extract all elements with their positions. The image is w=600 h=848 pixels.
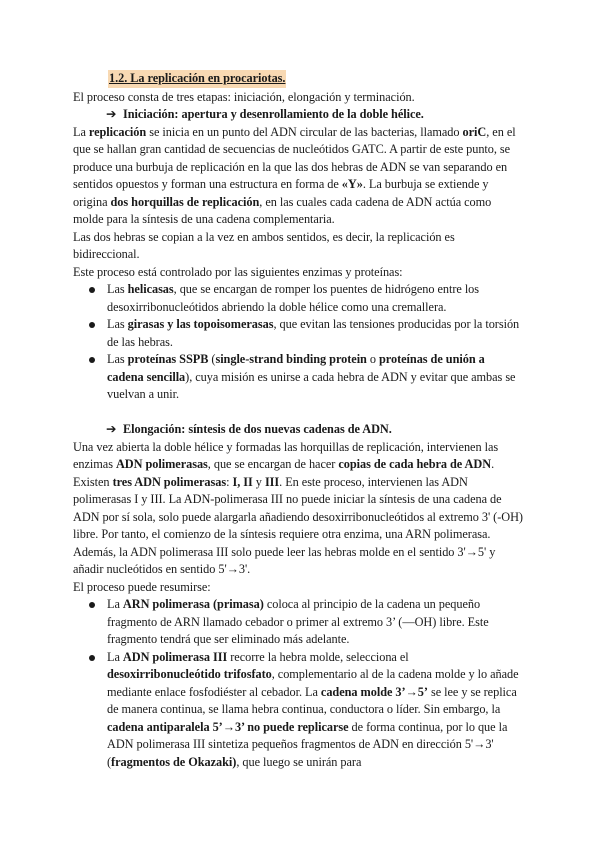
section-title-line <box>73 70 523 88</box>
bold-term: III <box>264 474 280 489</box>
list-item-text <box>107 317 519 349</box>
bold-term: single-strand binding protein <box>215 352 367 366</box>
elongation-paragraph-2: El proceso puede resumirse: <box>73 579 211 594</box>
text-run: , en las cuales cada cadena de ADN actúa como molde para la síntesis de una cadena complementaria. <box>73 194 492 226</box>
bold-term: fragmentos de Okazaki) <box>111 754 237 769</box>
list-item-text <box>107 282 479 314</box>
bold-term: «Y» <box>341 177 363 191</box>
bold-term: ADN polimerasas <box>115 457 208 471</box>
text-run: ), cuya misión es unirse a cada hebra de ADN y evitar que ambas se vuelvan a unir. <box>107 369 516 401</box>
text-run: , que se encargan de romper los puentes de hidrógeno entre los desoxirribonucleótidos abriendo la doble hélice como una cremallera. <box>107 282 480 314</box>
list-item-text <box>107 352 515 401</box>
text-run: . La burbuja se extiende y origina <box>73 177 489 209</box>
initiation-paragraph-1 <box>73 124 523 229</box>
initiation-heading-line <box>73 106 523 124</box>
text-run: La <box>107 649 123 664</box>
bold-term: proteínas de unión a cadena sencilla <box>107 352 485 384</box>
bullet-icon <box>89 287 95 293</box>
bold-term: cadena antiparalela 5’→3’ no puede replicarse <box>107 719 349 734</box>
right-arrow-icon: ➔ <box>106 107 117 121</box>
list-item-text <box>107 650 519 769</box>
right-arrow-icon: ➔ <box>106 422 117 436</box>
list-item <box>73 596 523 649</box>
text-run: se lee y se replica de manera continua, se llama hebra continua, conductora o líder. Sin embargo, la <box>107 684 517 716</box>
initiation-heading: Iniciación: apertura y desenrollamiento de la doble hélice. <box>123 107 424 121</box>
text-run: de forma continua, por lo que la ADN polimerasa III sintetiza pequeños fragmentos de ADN en dirección 5'→3' ( <box>107 719 508 769</box>
text-run: Las <box>107 352 128 366</box>
bold-term: I, II <box>232 474 253 489</box>
text-run: Una vez abierta la doble hélice y formadas las horquillas de replicación, intervienen las enzimas <box>73 439 499 471</box>
document-body <box>73 70 523 771</box>
text-run: La <box>107 597 123 611</box>
text-run: coloca al principio de la cadena un pequeño fragmento de ARN llamado cebador o primer al extremo 3’ (—OH) libre. Este fragmento tendrá que ser eliminado más adelante. <box>107 597 489 646</box>
text-run: o <box>366 352 380 366</box>
bold-term: girasas y las topoisomerasas <box>127 317 274 331</box>
bullet-icon <box>89 322 95 328</box>
text-run: . En este proceso, intervienen las ADN polimerasas I y III. La ADN-polimerasa III no puede iniciar la síntesis de una cadena de ADN por sí sola, solo puede alargarla añadiendo desoxirribonucleótidos al extremo 3' (-OH) libre. Por tanto, el comienzo de la síntesis requiere otra enzima, una ARN polimerasa. Además, la ADN polimerasa III solo puede leer las hebras molde en el sentido 3'→5' y añadir nucleótidos en sentido 5'→3'. <box>73 474 523 576</box>
bold-term: ADN polimerasa III <box>122 649 228 664</box>
elongation-heading-line <box>73 421 523 439</box>
elongation-heading: Elongación: síntesis de dos nuevas cadenas de ADN. <box>123 422 392 436</box>
initiation-paragraph-3: Este proceso está controlado por las siguientes enzimas y proteínas: <box>73 264 403 279</box>
bullet-icon <box>89 357 95 363</box>
bullet-icon <box>89 602 95 608</box>
bold-term: cadena molde 3’→5’ <box>320 684 428 699</box>
bold-term: tres ADN polimerasas <box>112 474 227 489</box>
text-run: , que luego se unirán para <box>236 754 362 769</box>
text-run: Las <box>107 317 128 331</box>
text-run: recorre la hebra molde, selecciona el <box>227 649 409 664</box>
text-run: Las <box>107 282 128 296</box>
section-title: 1.2. La replicación en procariotas. <box>108 70 286 88</box>
bold-term: copias de cada hebra de ADN <box>338 457 492 471</box>
text-run: La <box>73 124 89 139</box>
text-run: y <box>252 474 265 489</box>
initiation-enzyme-list <box>73 281 523 404</box>
bold-term: proteínas SSPB <box>127 352 209 366</box>
text-run: ( <box>208 352 216 366</box>
elongation-paragraph-1 <box>73 439 523 579</box>
list-item <box>73 351 523 404</box>
bold-term: oriC <box>462 124 487 139</box>
list-item-text <box>107 597 489 646</box>
bold-term: helicasas <box>127 282 174 296</box>
bold-term: dos horquillas de replicación <box>110 194 260 209</box>
text-run: : <box>226 474 233 489</box>
bullet-icon <box>89 655 95 661</box>
bold-term: ARN polimerasa (primasa) <box>122 597 264 611</box>
list-item <box>73 649 523 772</box>
list-item <box>73 281 523 316</box>
text-run: , que evitan las tensiones producidas por la torsión de las hebras. <box>107 317 520 349</box>
text-run: , complementario al de la cadena molde y lo añade mediante enlace fosfodiéster al cebador. La <box>107 667 519 699</box>
text-run: . Existen <box>73 457 495 489</box>
text-run: , en el que se hallan gran cantidad de secuencias de nucleótidos GATC. A partir de este punto, se produce una burbuja de replicación en la que las dos hebras de ADN se van separando en sentidos opuestos y forman una estructura en forma de <box>73 124 516 191</box>
initiation-paragraph-2: Las dos hebras se copian a la vez en ambos sentidos, es decir, la replicación es bidireccional. <box>73 229 455 261</box>
spacer <box>73 404 523 422</box>
section-intro: El proceso consta de tres etapas: iniciación, elongación y terminación. <box>73 89 415 104</box>
bold-term: replicación <box>88 124 147 139</box>
text-run: se inicia en un punto del ADN circular de las bacterias, llamado <box>146 124 463 139</box>
list-item <box>73 316 523 351</box>
elongation-steps-list <box>73 596 523 771</box>
text-run: , que se encargan de hacer <box>207 457 339 471</box>
bold-term: desoxirribonucleótido trifosfato <box>107 667 272 681</box>
